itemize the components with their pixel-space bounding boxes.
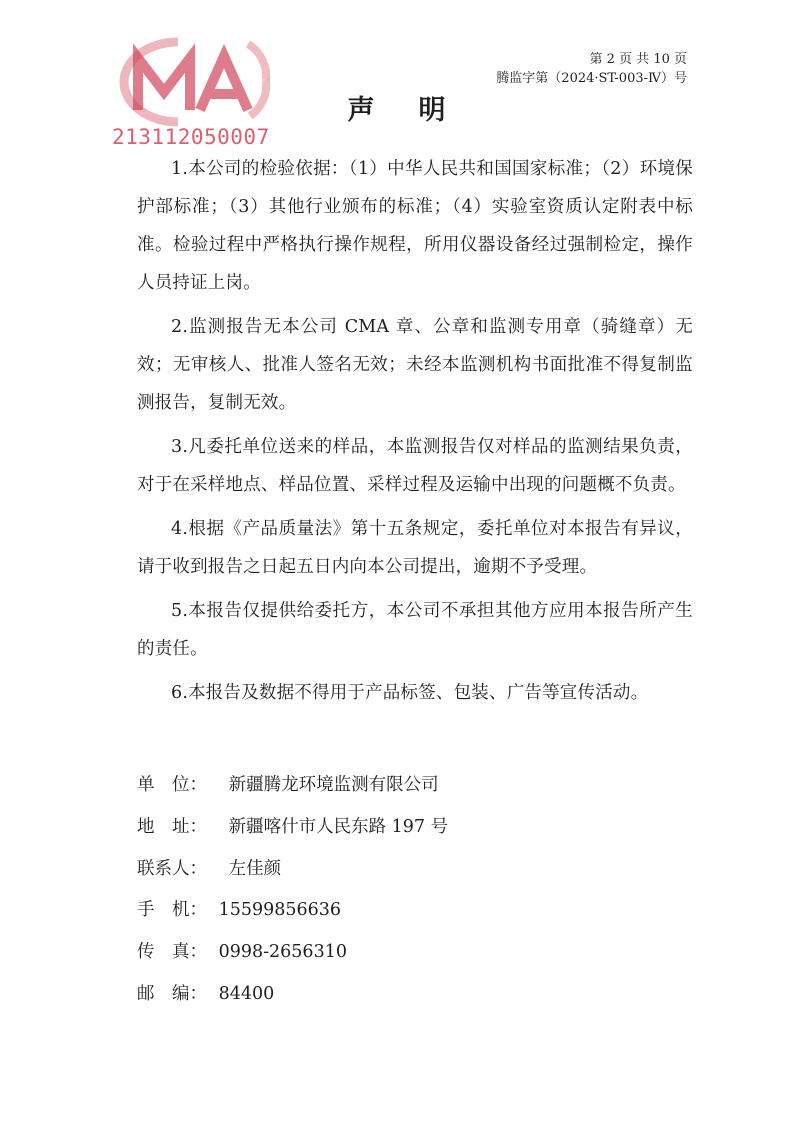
page-title: 声明 [347, 95, 490, 126]
clause-1: 1.本公司的检验依据：（1）中华人民共和国国家标准；（2）环境保护部标准；（3）其他行业颁布的标准；（4）实验室资质认定附表中标准。检验过程中严格执行操作规程，所用仪器设备经过强制检定，操作人员持证上岗。 [137, 159, 693, 293]
unit-label: 单 位： [137, 775, 207, 795]
mobile-label: 手 机： [137, 900, 207, 921]
address-label: 地 址： [137, 816, 207, 837]
clause-6: 6.本报告及数据不得用于产品标签、包装、广告等宣传活动。 [171, 683, 649, 703]
contact-info [137, 765, 693, 1016]
clause-5: 5.本报告仅提供给委托方，本公司不承担其他方应用本报告所产生的责任。 [137, 601, 693, 659]
contact-label: 联系人： [137, 858, 207, 879]
unit-value: 新疆腾龙环境监测有限公司 [228, 775, 439, 795]
page-info: 第 2 页 共 10 页 [589, 52, 687, 67]
clause-4: 4.根据《产品质量法》第十五条规定，委托单位对本报告有异议，请于收到报告之日起五日内向本公司提出，逾期不予受理。 [137, 519, 693, 577]
postcode-label: 邮 编： [137, 983, 207, 1004]
stamp-number: 213112050007 [112, 125, 270, 149]
clause-3: 3.凡委托单位送来的样品，本监测报告仅对样品的监测结果负责，对于在采样地点、样品位置、采样过程及运输中出现的问题概不负责。 [137, 437, 693, 495]
unit-row [137, 765, 693, 807]
fax-row [137, 932, 693, 974]
mobile-row [137, 890, 693, 932]
fax-value: 0998-2656310 [218, 942, 347, 963]
contact-row [137, 849, 693, 891]
address-row [137, 807, 693, 849]
clause-2: 2.监测报告无本公司 CMA 章、公章和监测专用章（骑缝章）无效；无审核人、批准人签名无效；未经本监测机构书面批准不得复制监测报告，复制无效。 [137, 317, 693, 413]
postcode-value: 84400 [218, 983, 275, 1004]
fax-label: 传 真： [137, 942, 207, 963]
address-value: 新疆喀什市人民东路 197 号 [228, 816, 449, 837]
page-header [496, 50, 687, 88]
declaration-clauses [137, 150, 693, 718]
contact-value: 左佳颜 [228, 858, 282, 879]
postcode-row [137, 974, 693, 1016]
mobile-value: 15599856636 [218, 900, 342, 921]
report-number: 腾监字第（2024·ST-003-Ⅳ）号 [496, 71, 687, 86]
